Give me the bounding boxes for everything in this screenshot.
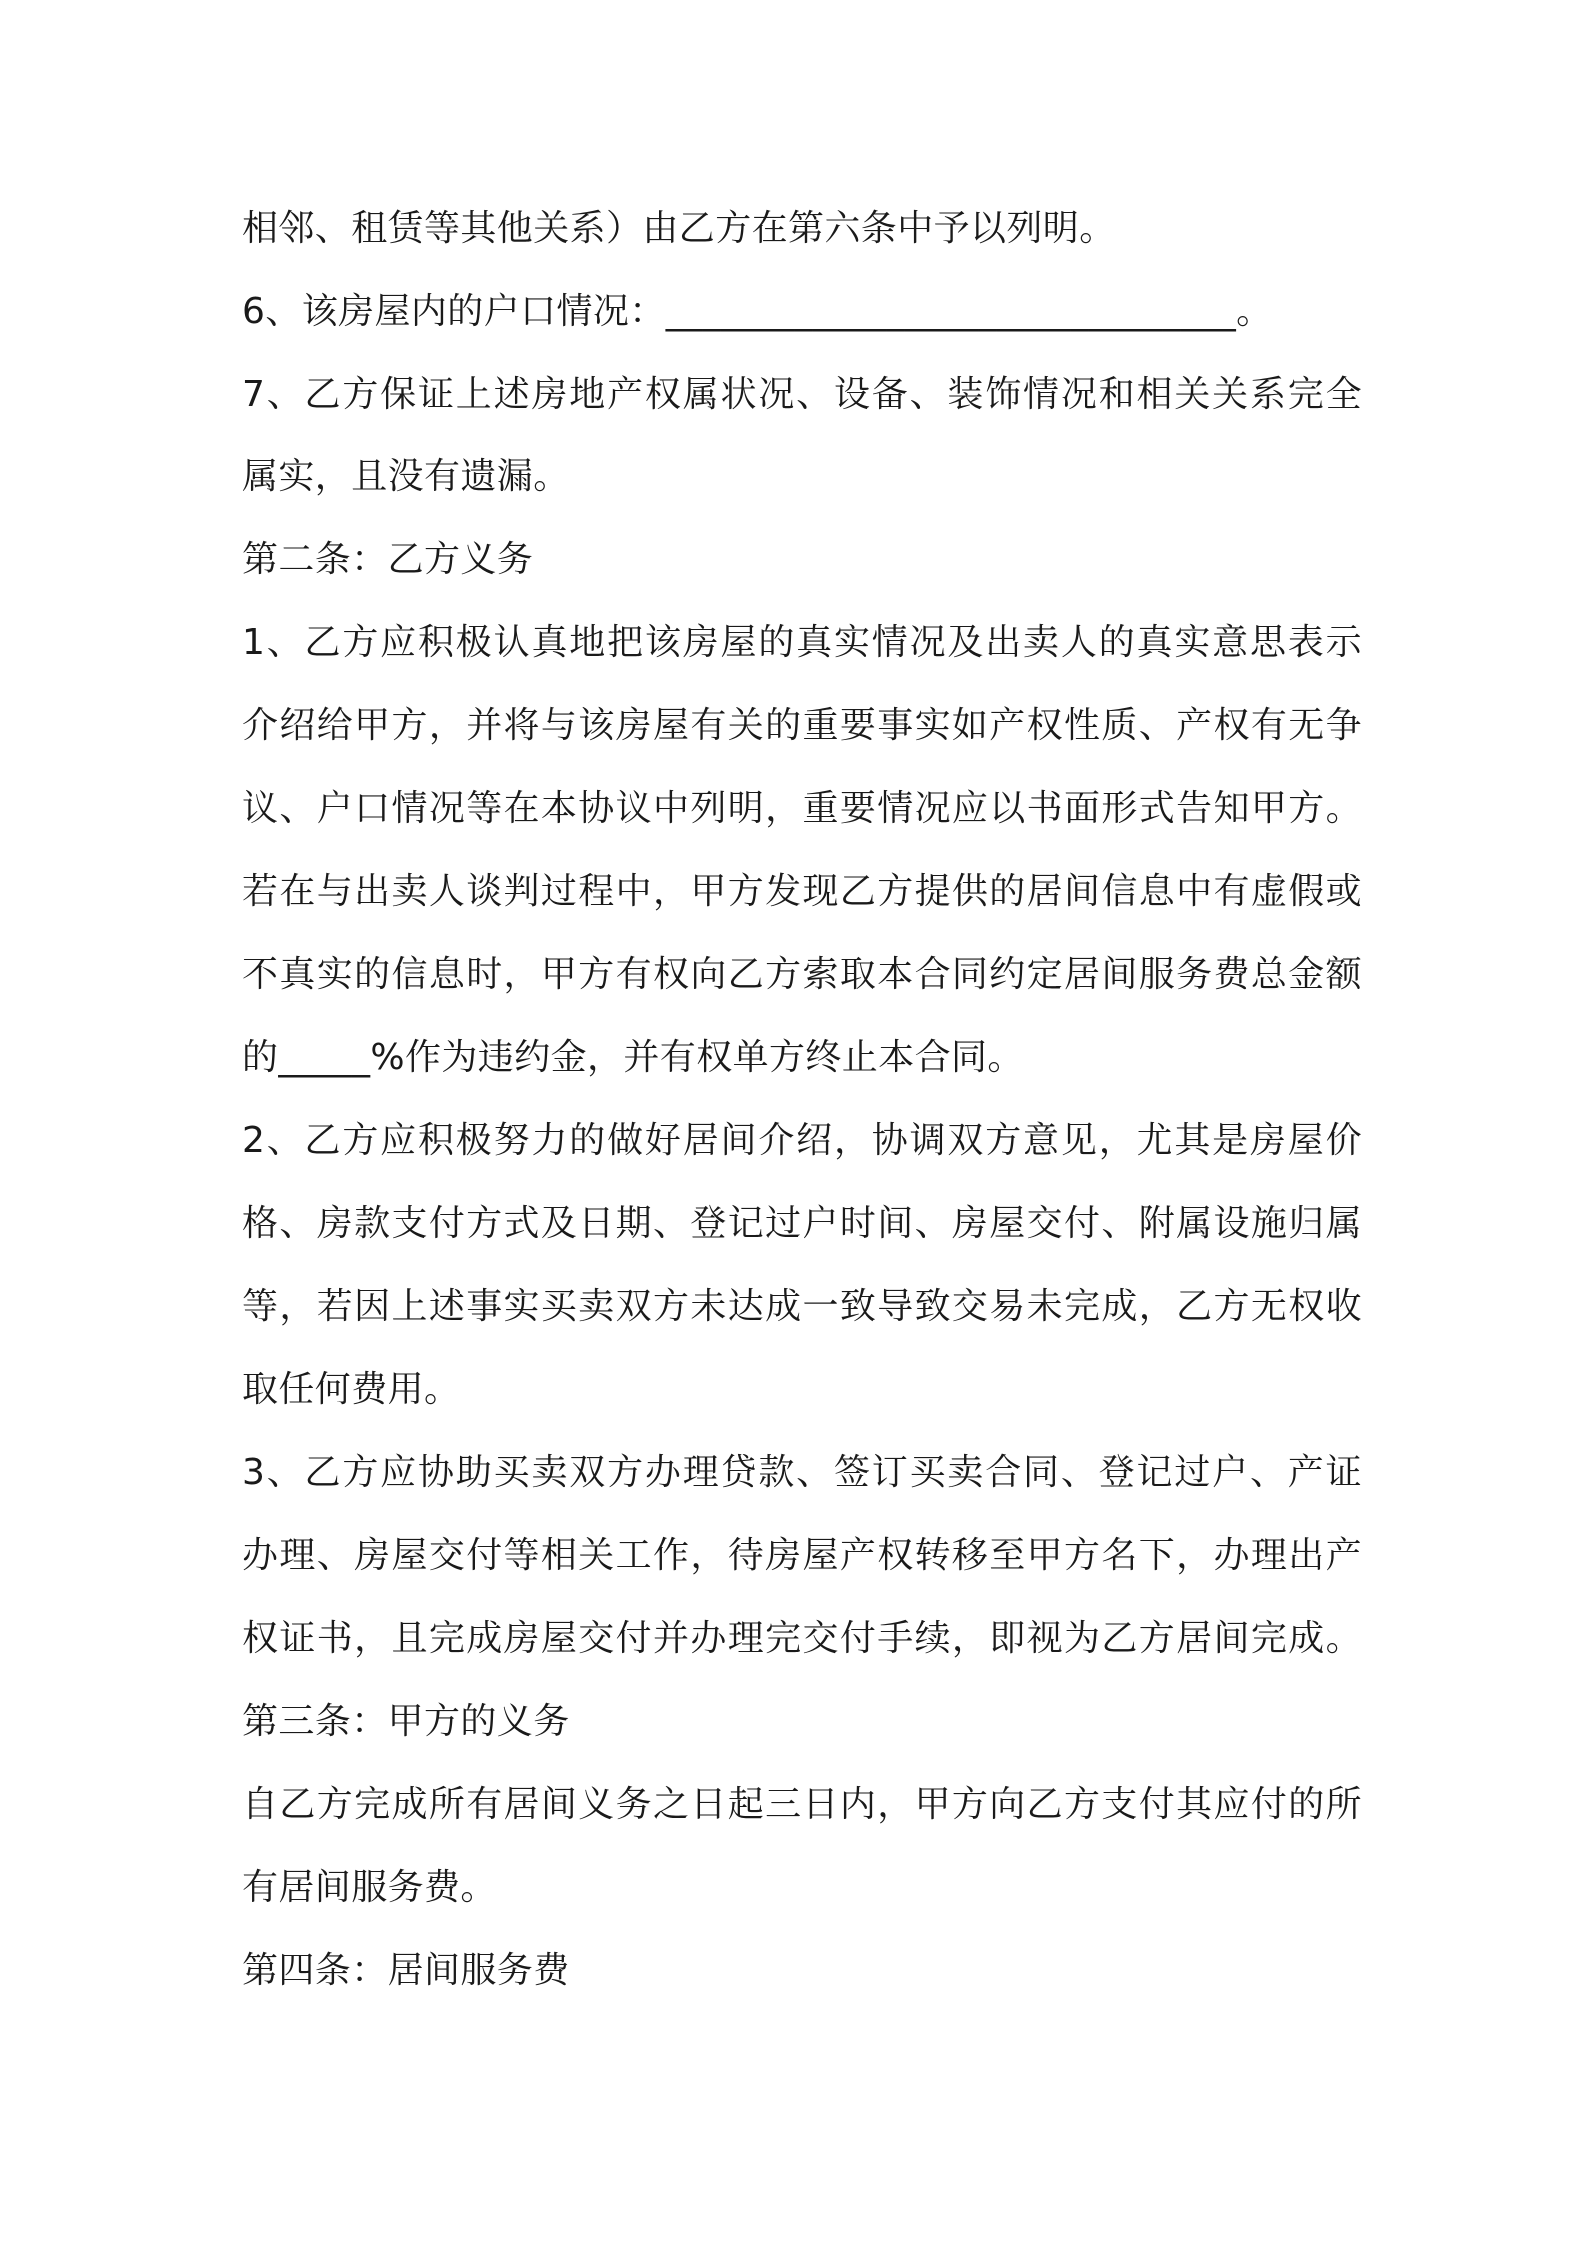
text-line: 等，若因上述事实买卖双方未达成一致导致交易未完成，乙方无权收 xyxy=(242,1286,1362,1327)
text-line: 3、乙方应协助买卖双方办理贷款、签订买卖合同、登记过户、产证 xyxy=(242,1452,1362,1493)
text-line: 1、乙方应积极认真地把该房屋的真实情况及出卖人的真实意思表示 xyxy=(242,622,1362,663)
text-line: 若在与出卖人谈判过程中，甲方发现乙方提供的居间信息中有虚假或 xyxy=(242,871,1362,912)
text-line: 7、乙方保证上述房地产权属状况、设备、装饰情况和相关关系完全 xyxy=(242,374,1362,415)
text-line: 权证书，且完成房屋交付并办理完交付手续，即视为乙方居间完成。 xyxy=(242,1618,1362,1659)
text-line: 不真实的信息时，甲方有权向乙方索取本合同约定居间服务费总金额 xyxy=(242,954,1362,995)
text-line: 2、乙方应积极努力的做好居间介绍，协调双方意见，尤其是房屋价 xyxy=(242,1120,1362,1161)
text-line: 的_____%作为违约金，并有权单方终止本合同。 xyxy=(242,1037,1024,1078)
text-line: 介绍给甲方，并将与该房屋有关的重要事实如产权性质、产权有无争 xyxy=(242,705,1362,746)
text-line: 有居间服务费。 xyxy=(242,1867,497,1908)
section-heading: 第四条：居间服务费 xyxy=(242,1950,570,1991)
text-line: 议、户口情况等在本协议中列明，重要情况应以书面形式告知甲方。 xyxy=(242,788,1362,829)
text-line: 自乙方完成所有居间义务之日起三日内，甲方向乙方支付其应付的所 xyxy=(242,1784,1362,1825)
text-line: 相邻、租赁等其他关系）由乙方在第六条中予以列明。 xyxy=(242,208,1116,249)
text-line: 办理、房屋交付等相关工作，待房屋产权转移至甲方名下，办理出产 xyxy=(242,1535,1362,1576)
section-heading: 第三条：甲方的义务 xyxy=(242,1701,570,1742)
text-line: 6、该房屋内的户口情况：_______________________________。 xyxy=(242,291,1273,332)
section-heading: 第二条：乙方义务 xyxy=(242,539,534,580)
text-line: 格、房款支付方式及日期、登记过户时间、房屋交付、附属设施归属 xyxy=(242,1203,1362,1244)
text-line: 属实，且没有遗漏。 xyxy=(242,456,570,497)
text-line: 取任何费用。 xyxy=(242,1369,461,1410)
